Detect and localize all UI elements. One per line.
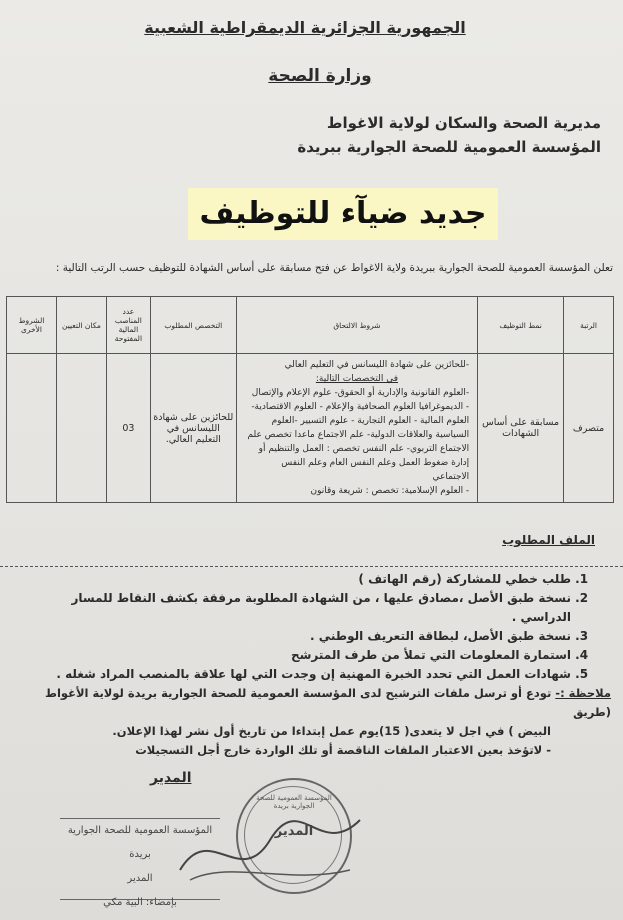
condition-line: إدارة ضغوط العمل وعلم النفس العام وعلم النفس الاجتماعي bbox=[281, 458, 470, 482]
header-mode: نمط التوظيف bbox=[478, 297, 564, 354]
cell-conditions bbox=[236, 354, 477, 503]
notes-line: البيض ) في اجل لا يتعدى( 15)يوم عمل إبتداءا من تاريخ أول نشر لهذا الإعلان. bbox=[112, 724, 551, 738]
seal-line: المؤسسة العمومية للصحة الجوارية بريدة bbox=[67, 825, 213, 860]
divider bbox=[0, 566, 623, 567]
cell-positions: 03 bbox=[106, 354, 150, 503]
institution-name: المؤسسة العمومية للصحة الجوارية ببريدة bbox=[297, 138, 601, 156]
ministry-title: وزارة الصحة bbox=[268, 66, 372, 86]
list-item: 4. استمارة المعلومات التي تملأ من طرف المترشح bbox=[31, 646, 571, 665]
stamp-text: المؤسسة العمومية للصحة الجوارية بريدة bbox=[256, 794, 332, 810]
cell-place bbox=[56, 354, 106, 503]
directorate-name: مديرية الصحة والسكان لولاية الاغواط bbox=[326, 114, 601, 132]
table-header-row bbox=[7, 297, 614, 354]
list-item: 2. نسخة طبق الأصل ،مصادق عليها ، من الشهادة المطلوبة مرفقة بكشف النقاط للمسار الدراسي . bbox=[31, 589, 571, 627]
announcement-intro: تعلن المؤسسة العمومية للصحة الجوارية ببريدة ولاية الاغواط عن فتح مسابقة على أساس الشهادة للتوظيف حسب الرتب التالية : bbox=[55, 262, 613, 274]
notes-block bbox=[11, 684, 611, 760]
condition-line: السياسية والعلاقات الدولية- علم الاجتماع ماعدا تخصص علم bbox=[247, 430, 470, 440]
condition-line: -للحائزين على شهادة الليسانس في التعليم العالي bbox=[284, 360, 470, 370]
notes-line bbox=[11, 684, 611, 722]
required-documents-list bbox=[31, 570, 593, 684]
header-positions: عدد المناصب المالية المفتوحة bbox=[106, 297, 150, 354]
positions-table bbox=[6, 296, 614, 503]
table-row bbox=[7, 354, 614, 503]
condition-line: في التخصصات التالية: bbox=[315, 374, 399, 384]
seal-line: بإمضاء: البية مكي bbox=[103, 897, 177, 908]
cell-rank: متصرف bbox=[564, 354, 614, 503]
header-other: الشروط الأخرى bbox=[7, 297, 57, 354]
condition-line: - العلوم الإسلامية: تخصص : شريعة وقانون bbox=[310, 486, 470, 496]
required-file-title: الملف المطلوب bbox=[502, 533, 595, 547]
header-place: مكان التعيين bbox=[56, 297, 106, 354]
republic-title: الجمهورية الجزائرية الديمقراطية الشعبية bbox=[144, 18, 466, 37]
header-rank: الرتبة bbox=[564, 297, 614, 354]
seal-line: المدير bbox=[127, 873, 153, 884]
list-item: 3. نسخة طبق الأصل، لبطاقة التعريف الوطني . bbox=[31, 627, 571, 646]
cell-other bbox=[7, 354, 57, 503]
notes-line: - لاتؤخذ بعين الاعتبار الملفات الناقصة أو تلك الواردة خارج أجل التسجيلات bbox=[135, 743, 551, 757]
notes-text-1: تودع أو ترسل ملفات الترشيح لدى المؤسسة العمومية للصحة الجوارية بريدة لولاية الأغواط (طريق bbox=[45, 686, 611, 719]
notes-label: ملاحظة :- bbox=[555, 686, 611, 700]
cell-mode: مسابقة على أساس الشهادات bbox=[478, 354, 564, 503]
stamp-center-text: المدير bbox=[274, 824, 314, 839]
cell-specialty: للحائزين على شهادة الليسانس في التعليم العالي. bbox=[150, 354, 236, 503]
condition-line: العلوم المالية - العلوم التجارية - علوم التسيير -العلوم bbox=[271, 416, 470, 426]
header-specialty: التخصص المطلوب bbox=[150, 297, 236, 354]
condition-line: الاجتماع التربوي- علم النفس تخصص : العمل والتنظيم أو bbox=[258, 444, 470, 454]
handwritten-signature bbox=[170, 800, 370, 900]
overlay-banner: جديد ضيآء للتوظيف bbox=[188, 188, 498, 240]
list-item: 5. شهادات العمل التي تحدد الخبرة المهنية إن وجدت التي لها علاقة بالمنصب المراد شغله . bbox=[31, 665, 571, 684]
condition-line: -العلوم القانونية والإدارية أو الحقوق- علوم الإعلام والإتصال bbox=[251, 388, 470, 398]
condition-line: - الديموغرافيا العلوم الصحافية والإعلام - العلوم الاقتصادية- bbox=[251, 402, 470, 412]
header-conditions: شروط الالتحاق bbox=[236, 297, 477, 354]
list-item: 1. طلب خطي للمشاركة (رقم الهاتف ) bbox=[31, 570, 571, 589]
director-title: المدير bbox=[150, 770, 192, 786]
